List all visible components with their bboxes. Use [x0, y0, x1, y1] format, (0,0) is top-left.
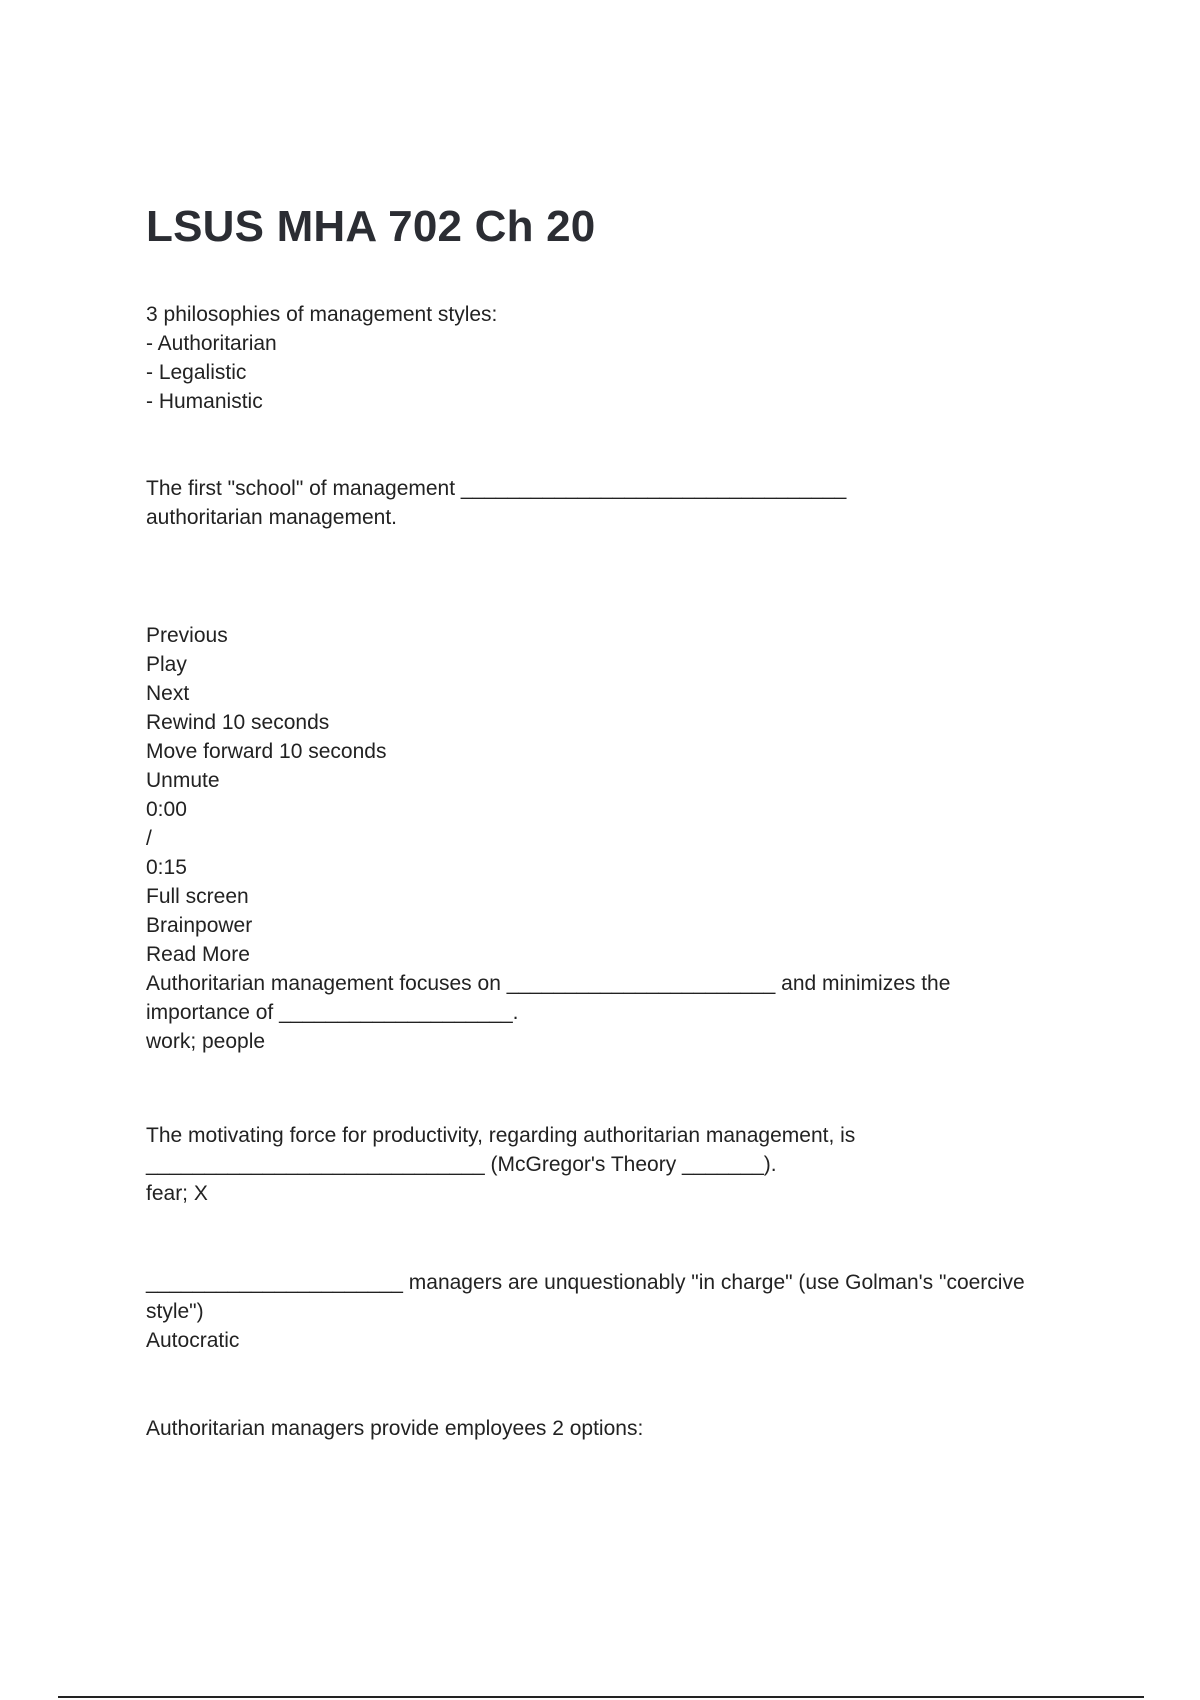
card-question-continued: _____________________________ (McGregor's Theory _______).	[146, 1153, 777, 1176]
next-button[interactable]: Next	[146, 682, 190, 705]
video-player-controls	[146, 621, 1086, 1056]
card-question: ______________________ managers are unquestionably "in charge" (use Golman's "coercive	[146, 1271, 1025, 1294]
current-time: 0:00	[146, 798, 187, 821]
card-answer: Autocratic	[146, 1329, 240, 1352]
card-answer: authoritarian management.	[146, 506, 397, 529]
flashcard-in-charge	[146, 1268, 1086, 1355]
card-question: The motivating force for productivity, regarding authoritarian management, is	[146, 1124, 856, 1147]
time-separator: /	[146, 827, 152, 850]
duration: 0:15	[146, 856, 187, 879]
rewind-10-button[interactable]: Rewind 10 seconds	[146, 711, 330, 734]
flashcard-motivating-force	[146, 1121, 1086, 1208]
flashcard-first-school	[146, 474, 1086, 532]
brand-link[interactable]: Brainpower	[146, 914, 253, 937]
card-question: The first "school" of management _________________________________	[146, 477, 847, 500]
card-question-continued: importance of ____________________.	[146, 1001, 519, 1024]
card-answer: work; people	[146, 1030, 266, 1053]
flashcard-management-styles	[146, 300, 1086, 416]
page-bottom-rule	[58, 1696, 1144, 1698]
play-button[interactable]: Play	[146, 653, 187, 676]
forward-10-button[interactable]: Move forward 10 seconds	[146, 740, 387, 763]
fullscreen-button[interactable]: Full screen	[146, 885, 249, 908]
list-item: - Authoritarian	[146, 332, 277, 355]
card-question: 3 philosophies of management styles:	[146, 303, 498, 326]
list-item: - Humanistic	[146, 390, 263, 413]
card-question: Authoritarian managers provide employees 2 options:	[146, 1417, 644, 1440]
list-item: - Legalistic	[146, 361, 247, 384]
unmute-button[interactable]: Unmute	[146, 769, 220, 792]
flashcard-two-options	[146, 1414, 1086, 1443]
card-answer: fear; X	[146, 1182, 208, 1205]
page-title: LSUS MHA 702 Ch 20	[146, 202, 596, 251]
previous-button[interactable]: Previous	[146, 624, 228, 647]
read-more-link[interactable]: Read More	[146, 943, 250, 966]
card-question: Authoritarian management focuses on _______________________ and minimizes the	[146, 972, 951, 995]
card-question-continued: style")	[146, 1300, 204, 1323]
